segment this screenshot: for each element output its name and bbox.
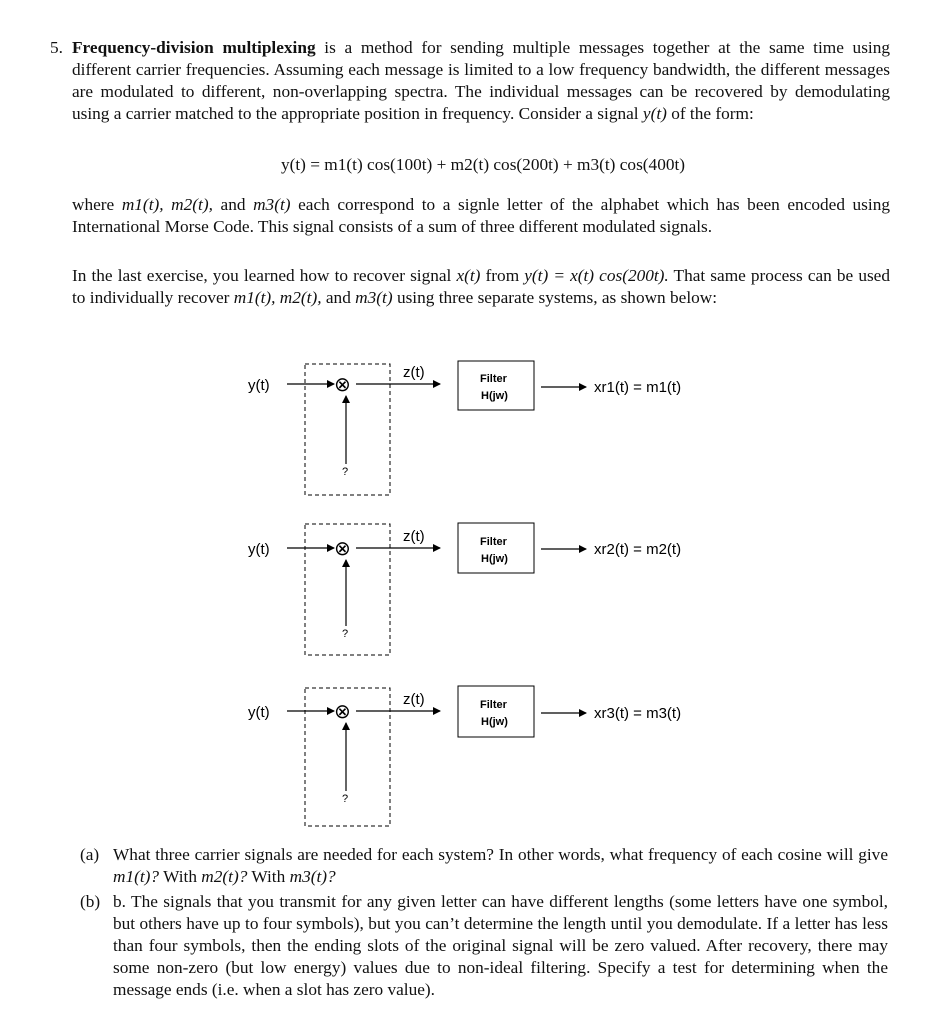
system-3-filter-label: Filter [480, 699, 507, 711]
question-b: b. The signals that you transmit for any given letter can have different lengths (some letters have one symbol, but others have up to four symbols), but you can’t determine the length until you demodulate. If a letter has less than four symbols, then the ending slots of the original signal will be zero valued. After recovery, there may some non-zero (but low energy) values due to non-ideal filtering. Specify a test for determining when the message ends (i.e. when a slot has zero value). [113, 892, 888, 999]
system-1-filter-label: Filter [480, 373, 507, 385]
para3-intro: In the last exercise, you learned how to recover signal [72, 266, 452, 285]
system-3-output-label: xr3(t) = m3(t) [594, 705, 682, 722]
question-a-m2: m2(t)? [201, 867, 248, 886]
para2-and: and [220, 195, 246, 214]
system-1-filter-box [458, 361, 534, 410]
para2-rest: each correspond to a signle letter of the alphabet which has been encoded using International Morse Code. This signal consists of a sum of three different modulated signals. [72, 195, 890, 236]
system-2-filter-label: Filter [480, 536, 507, 548]
system-3-carrier-unknown: ? [342, 793, 349, 805]
question-a-text: What three carrier signals are needed for each system? In other words, what frequency of each cosine will give [113, 845, 888, 864]
system-3-filter-transfer: H(jw) [481, 716, 508, 728]
system-2-carrier-unknown: ? [342, 628, 349, 640]
problem-title: Frequency-division multiplexing [72, 38, 316, 57]
system-2-input-label: y(t) [248, 541, 270, 558]
intro-text: is a method for sending multiple messages together at the same time using different carrier frequencies. Assuming each message is limited to a low frequency bandwidth, the different messages are modulated to different, non-overlapping spectra. The individual messages can be recovered by demodulating using a carrier matched to the appropriate position in frequency. Consider a signal [72, 38, 890, 123]
system-3-z-label: z(t) [403, 691, 425, 708]
question-a-m3: m3(t)? [289, 867, 336, 886]
para3-m1-m2: m1(t), m2(t), [233, 288, 322, 307]
para3-middle: That same process can be used to individually recover [72, 266, 890, 307]
para3-end: using three separate systems, as shown below: [396, 288, 718, 307]
system-2 [248, 523, 681, 655]
intro-tail: of the form: [671, 104, 754, 123]
system-1-carrier-unknown: ? [342, 466, 349, 478]
system-3-filter-box [458, 686, 534, 737]
question-a-m1: m1(t)? [113, 867, 160, 886]
system-2-z-label: z(t) [403, 528, 425, 545]
para2-m2: m2(t), [171, 195, 213, 214]
system-2-mixer-icon: ⊗ [334, 538, 351, 560]
para2-where: where [72, 195, 115, 214]
question-b-label: (b) [80, 892, 101, 911]
system-1-input-label: y(t) [248, 377, 270, 394]
para3-x: x(t) [456, 266, 481, 285]
equation-text: y(t) = m1(t) cos(100t) + m2(t) cos(200t) + m3(t) cos(400t) [280, 155, 686, 174]
system-1-z-label: z(t) [403, 364, 425, 381]
para3-equation: y(t) = x(t) cos(200t). [524, 266, 669, 285]
system-2-output-label: xr2(t) = m2(t) [594, 541, 682, 558]
system-1-filter-transfer: H(jw) [481, 390, 508, 402]
para3-and: and [325, 288, 351, 307]
question-a-label: (a) [80, 845, 100, 864]
intro-signal: y(t) [642, 104, 667, 123]
question-a-with-1: With [163, 867, 197, 886]
system-1 [248, 361, 681, 495]
para3-m3: m3(t) [355, 288, 393, 307]
para3-from: from [485, 266, 520, 285]
system-3-mixer-icon: ⊗ [334, 701, 351, 723]
question-a [113, 844, 888, 888]
system-1-mixer-icon: ⊗ [334, 374, 351, 396]
system-3-input-label: y(t) [248, 704, 270, 721]
system-2-filter-transfer: H(jw) [481, 553, 508, 565]
system-2-filter-box [458, 523, 534, 573]
problem-number: 5. [50, 38, 63, 57]
system-1-output-label: xr1(t) = m1(t) [594, 379, 682, 396]
para2-m1: m1(t), [121, 195, 164, 214]
para2-m3: m3(t) [253, 195, 291, 214]
question-a-with-2: With [251, 867, 286, 886]
system-3 [248, 686, 681, 826]
